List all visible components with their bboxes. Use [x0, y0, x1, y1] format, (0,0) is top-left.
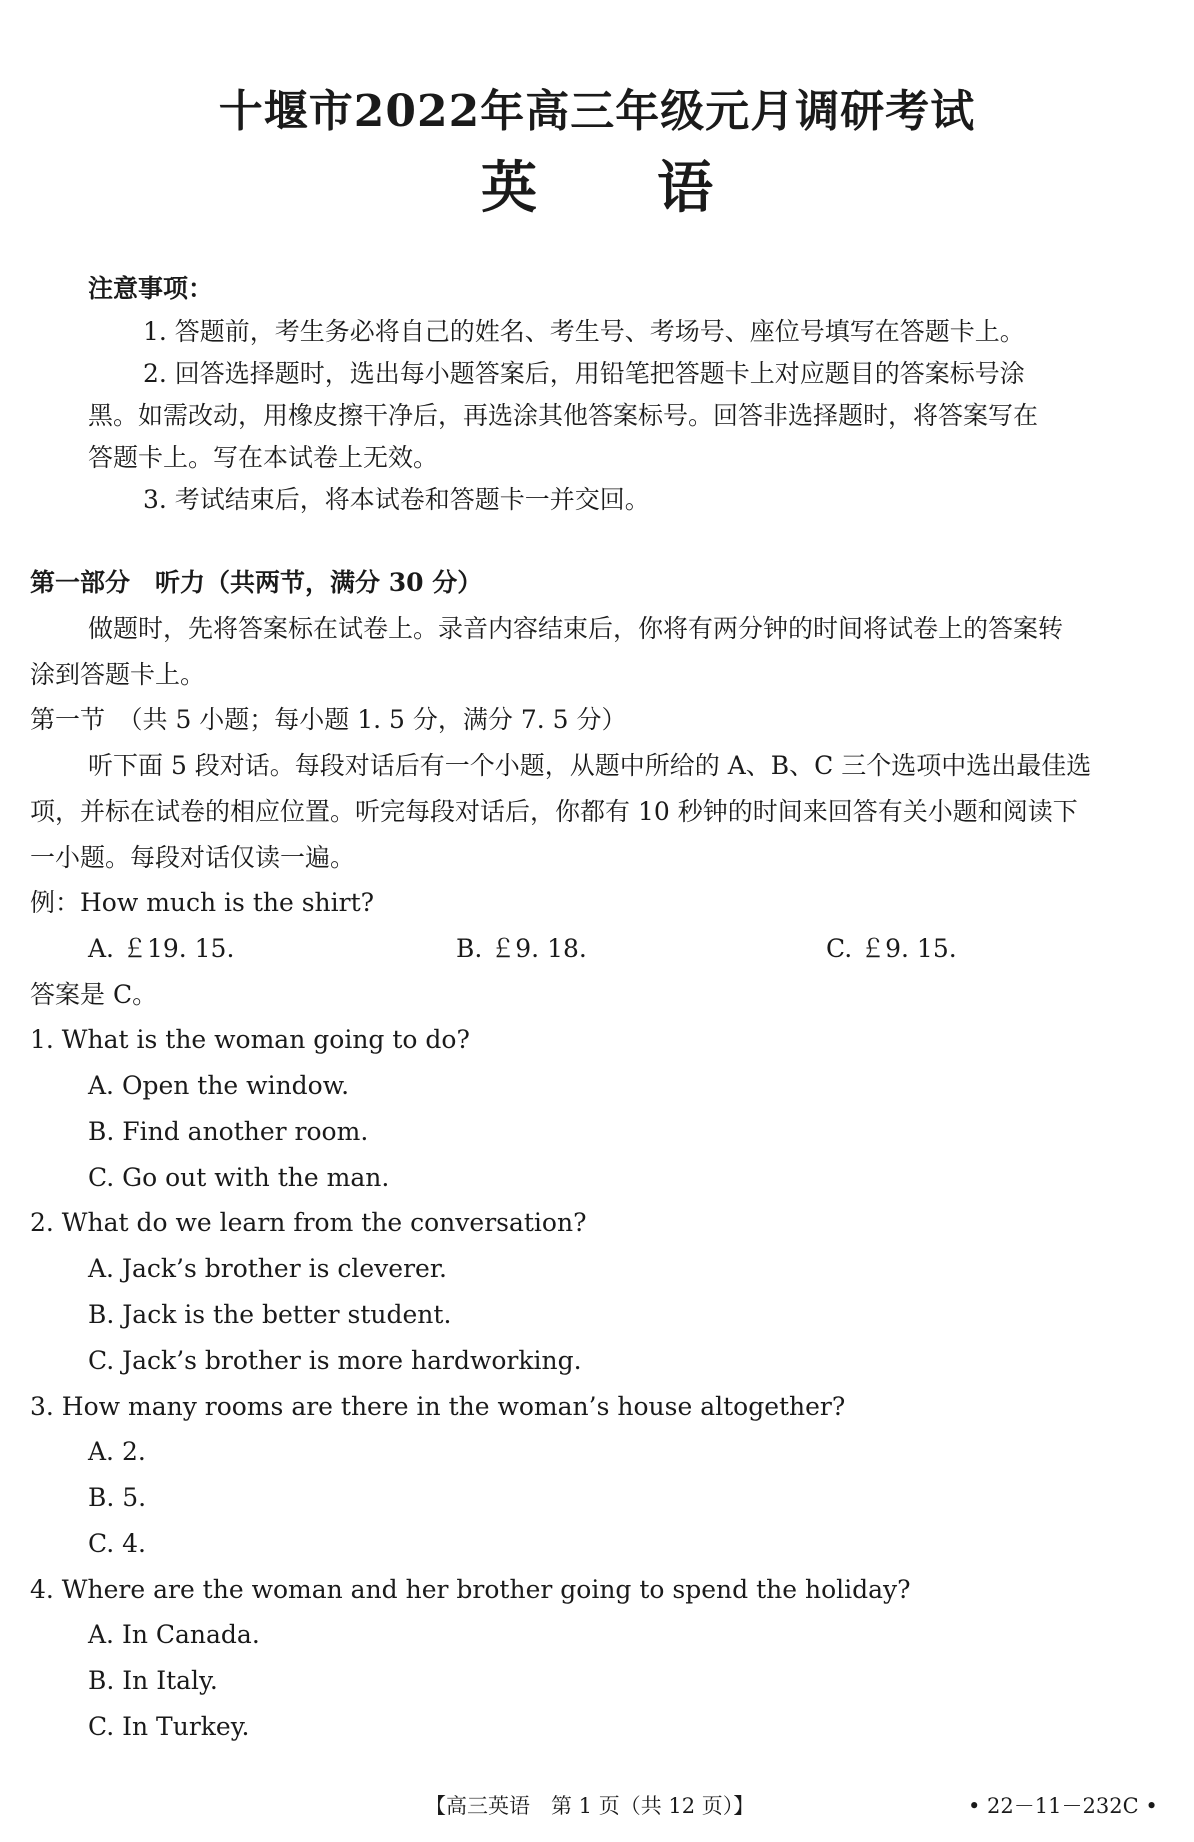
part1-instruction-line-2: 涂到答题卡上。: [30, 660, 206, 689]
question-2-stem: 2. What do we learn from the conversation?: [30, 1208, 587, 1237]
part1-heading: 第一部分 听力（共两节，满分 30 分）: [30, 568, 483, 597]
question-1-option-b: B. Find another room.: [88, 1117, 369, 1146]
question-4-option-b: B. In Italy.: [88, 1666, 218, 1695]
example-question: 例：How much is the shirt?: [30, 888, 375, 917]
section1-instruction-line-2: 项，并标在试卷的相应位置。听完每段对话后，你都有 10 秒钟的时间来回答有关小题和阅读下: [30, 797, 1078, 826]
question-3-option-a: A. 2.: [88, 1437, 146, 1466]
question-4-stem: 4. Where are the woman and her brother going to spend the holiday?: [30, 1575, 911, 1604]
question-3-stem: 3. How many rooms are there in the woman’s house altogether?: [30, 1392, 846, 1421]
question-1-option-c: C. Go out with the man.: [88, 1163, 390, 1192]
question-1-stem: 1. What is the woman going to do?: [30, 1025, 470, 1054]
footer-code: • 22－11－232C •: [968, 1794, 1158, 1818]
notice-item-2-line-2: 黑。如需改动，用橡皮擦干净后，再选涂其他答案标号。回答非选择题时，将答案写在: [88, 401, 1039, 430]
example-option-a: A. ￡19. 15.: [88, 934, 235, 963]
question-2-option-a: A. Jack’s brother is cleverer.: [88, 1254, 447, 1283]
question-1-option-a: A. Open the window.: [88, 1071, 350, 1100]
part1-instruction-line-1: 做题时，先将答案标在试卷上。录音内容结束后，你将有两分钟的时间将试卷上的答案转: [88, 614, 1064, 643]
question-2-option-b: B. Jack is the better student.: [88, 1300, 452, 1329]
exam-title: 十堰市2022年高三年级元月调研考试: [218, 86, 976, 137]
notice-heading: 注意事项：: [88, 274, 214, 303]
section1-instruction-line-1: 听下面 5 段对话。每段对话后有一个小题，从题中所给的 A、B、C 三个选项中选出最佳选: [88, 751, 1092, 780]
question-4-option-a: A. In Canada.: [88, 1620, 260, 1649]
footer-page-label: 【高三英语 第 1 页（共 12 页）】: [425, 1794, 755, 1818]
section1-instruction-line-3: 一小题。每段对话仅读一遍。: [30, 843, 356, 872]
question-4-option-c: C. In Turkey.: [88, 1712, 250, 1741]
question-3-option-c: C. 4.: [88, 1529, 146, 1558]
notice-item-1: 1. 答题前，考生务必将自己的姓名、考生号、考场号、座位号填写在答题卡上。: [143, 317, 1025, 346]
subject-title-left: 英: [481, 155, 537, 221]
subject-title-right: 语: [657, 155, 713, 221]
question-3-option-b: B. 5.: [88, 1483, 147, 1512]
notice-item-2-line-1: 2. 回答选择题时，选出每小题答案后，用铅笔把答题卡上对应题目的答案标号涂: [143, 359, 1025, 388]
example-answer: 答案是 C。: [30, 980, 158, 1009]
notice-item-3: 3. 考试结束后，将本试卷和答题卡一并交回。: [143, 485, 650, 514]
notice-item-2-line-3: 答题卡上。写在本试卷上无效。: [88, 443, 439, 472]
section1-heading: 第一节 （共 5 小题；每小题 1. 5 分，满分 7. 5 分）: [30, 705, 627, 734]
example-option-c: C. ￡9. 15.: [826, 934, 957, 963]
subject-title: [0, 154, 1194, 222]
question-2-option-c: C. Jack’s brother is more hardworking.: [88, 1346, 582, 1375]
example-option-b: B. ￡9. 18.: [456, 934, 587, 963]
